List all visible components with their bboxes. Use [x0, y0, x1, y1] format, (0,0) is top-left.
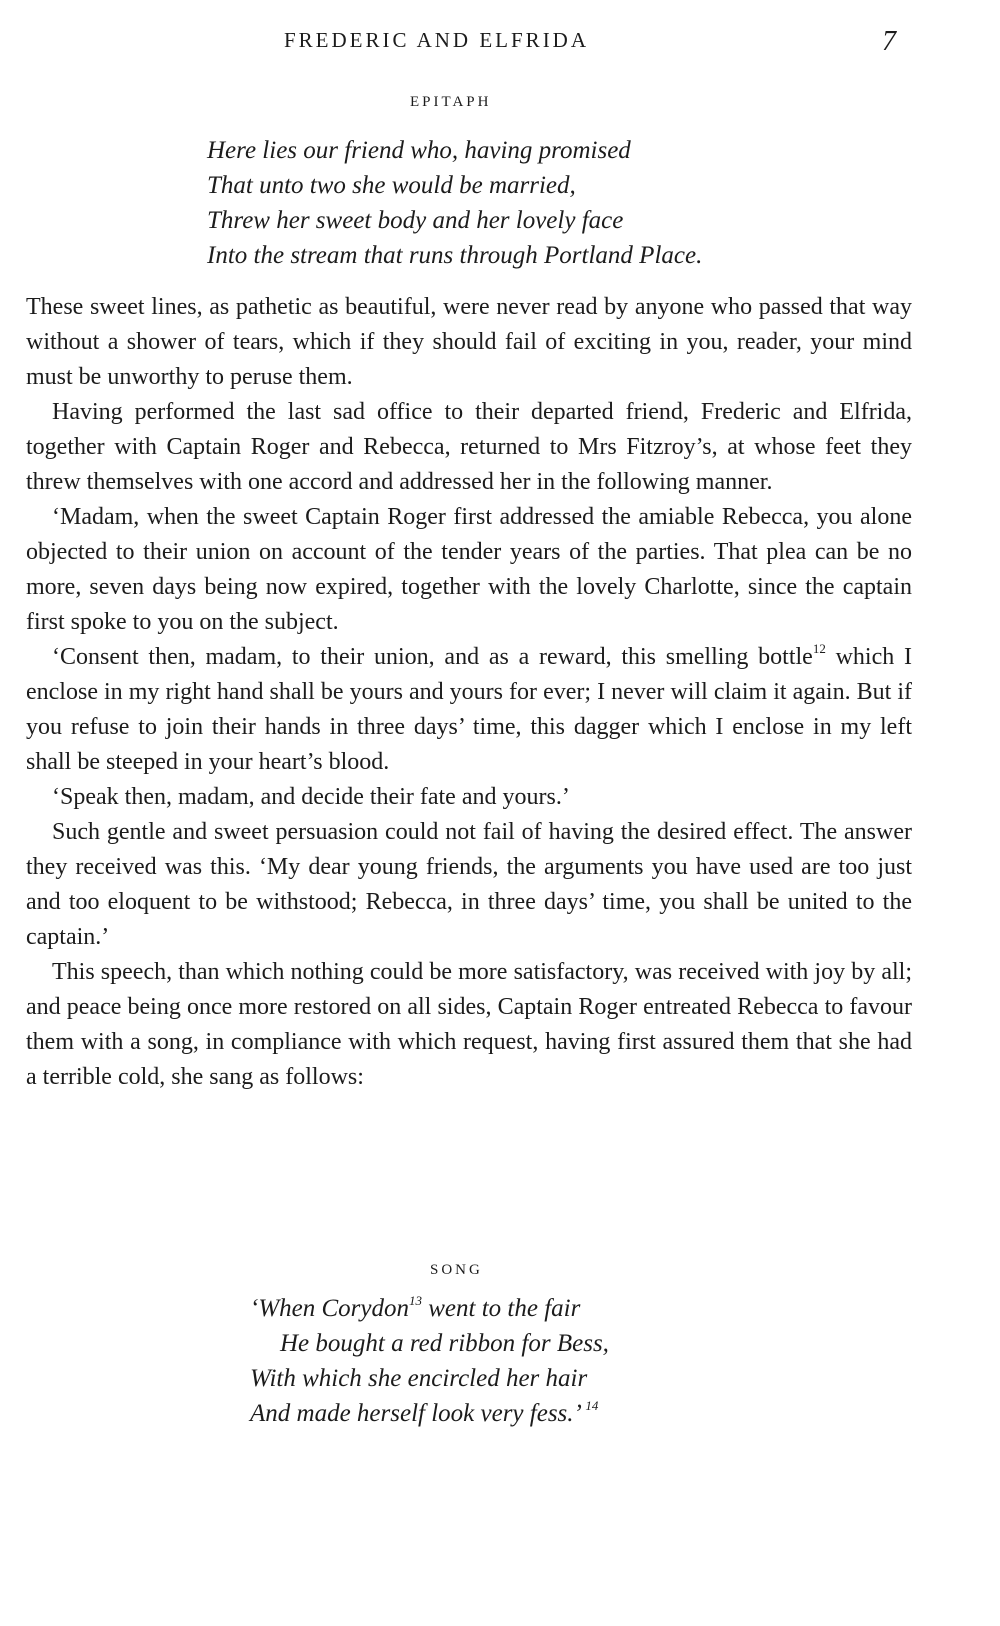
- paragraph-text: ‘Consent then, madam, to their union, and as a reward, this smelling bottle: [52, 644, 813, 670]
- song-text: And made herself look very fess.’: [250, 1400, 580, 1427]
- epitaph-verse: [207, 133, 702, 273]
- epitaph-line: Threw her sweet body and her lovely face: [207, 207, 624, 234]
- body-text: [26, 290, 912, 1095]
- song-line: [250, 1291, 609, 1326]
- epitaph-line: That unto two she would be married,: [207, 172, 576, 199]
- paragraph: Having performed the last sad office to their departed friend, Frederic and Elfrida, together with Captain Roger and Rebecca, returned to Mrs Fitzroy’s, at whose feet they threw themselves with one accord and addressed her in the following manner.: [26, 399, 912, 495]
- epitaph-line: Here lies our friend who, having promised: [207, 137, 631, 164]
- paragraph: This speech, than which nothing could be more satisfactory, was received with joy by all; and peace being once more restored on all sides, Captain Roger entreated Rebecca to favour them with a song, in compliance with which request, having first assured them that she had a terrible cold, she sang as follows:: [26, 959, 912, 1090]
- footnote-marker: 12: [812, 641, 826, 656]
- page-number: 7: [882, 26, 896, 57]
- paragraph: [26, 640, 912, 780]
- song-verse: [250, 1291, 609, 1431]
- song-line: He bought a red ribbon for Bess,: [280, 1330, 609, 1357]
- paragraph: ‘Madam, when the sweet Captain Roger first addressed the amiable Rebecca, you alone objected to their union on account of the tender years of the parties. That plea can be no more, seven days being now expired, together with the lovely Charlotte, since the captain first spoke to you on the subject.: [26, 504, 912, 635]
- song-line: [250, 1396, 609, 1431]
- footnote-marker: 14: [585, 1397, 599, 1413]
- running-title: FREDERIC AND ELFRIDA: [284, 28, 590, 52]
- epitaph-line: Into the stream that runs through Portland Place.: [207, 242, 703, 269]
- paragraph: Such gentle and sweet persuasion could not fail of having the desired effect. The answer they received was this. ‘My dear young friends, the arguments you have used are too just and too eloquent to be withstood; Rebecca, in three days’ time, you shall be united to the captain.’: [26, 819, 912, 950]
- paragraph: These sweet lines, as pathetic as beautiful, were never read by anyone who passed that way without a shower of tears, which if they should fail of exciting in you, reader, your mind must be unworthy to peruse them.: [26, 294, 912, 390]
- epitaph-heading: EPITAPH: [410, 94, 492, 110]
- footnote-marker: 13: [409, 1292, 422, 1308]
- song-line: With which she encircled her hair: [250, 1365, 588, 1392]
- song-text: ‘When Corydon: [250, 1295, 409, 1322]
- paragraph-text: which I enclose in my right hand shall be yours and yours for ever; I never will claim it again. But if you refuse to join their hands in three days’ time, this dagger which I enclose in my left shall be steeped in your heart’s blood.: [26, 644, 912, 775]
- song-heading: SONG: [430, 1262, 483, 1278]
- paragraph: ‘Speak then, madam, and decide their fate and yours.’: [52, 784, 570, 810]
- song-text: went to the fair: [422, 1295, 581, 1322]
